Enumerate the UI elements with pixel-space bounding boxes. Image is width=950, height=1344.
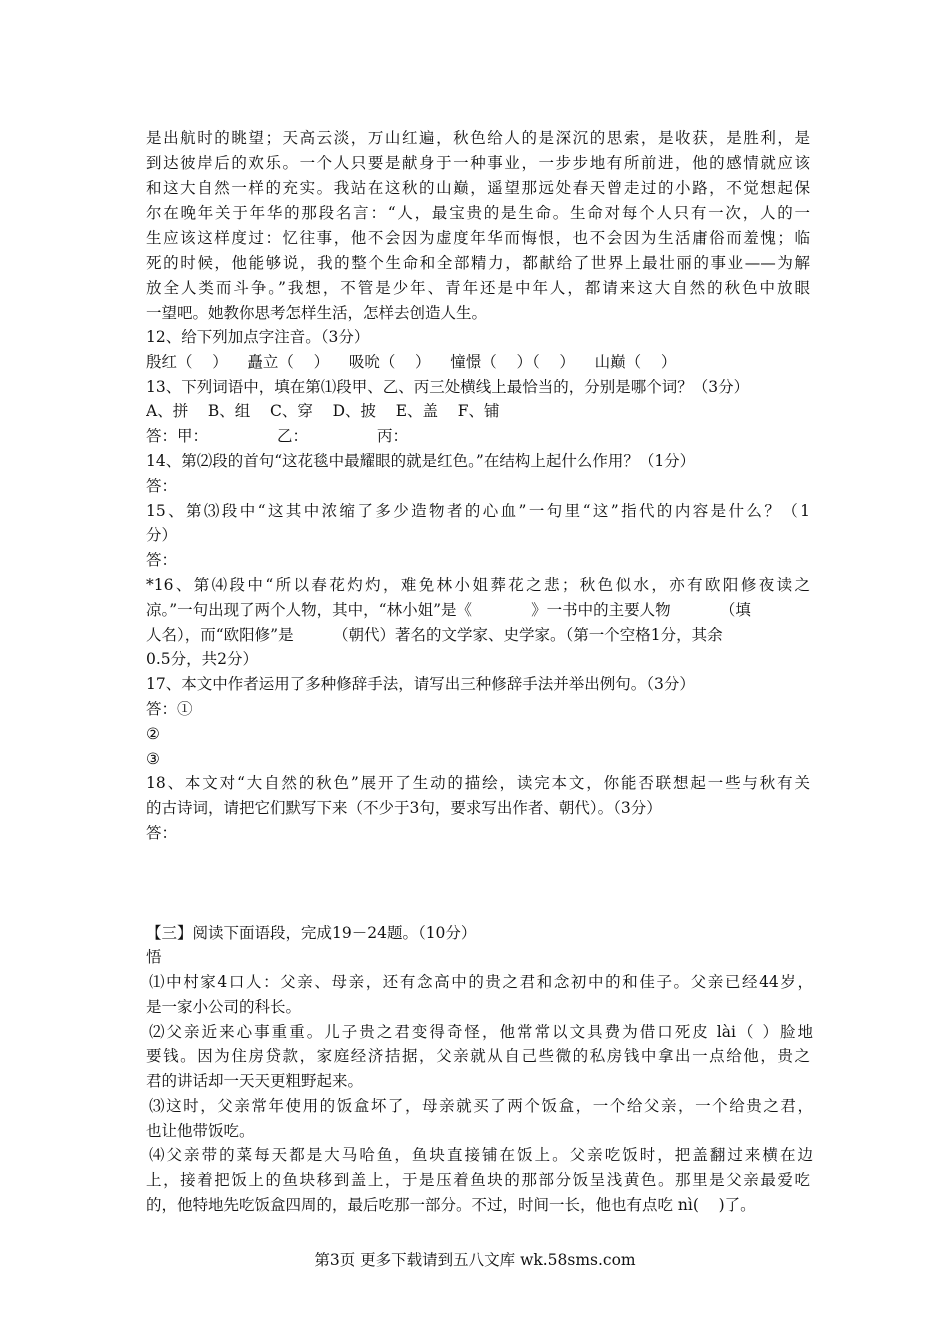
passage-line: 是出航时的眺望；天高云淡，万山红遍，秋色给人的是深沉的思索，是收获，是胜利，是 (146, 129, 810, 147)
section-3-paragraph-1-cont: 是一家小公司的科长。 (146, 998, 302, 1016)
passage-line: 生应该这样度过：忆往事，他不会因为虚度年华而悔恨，也不会因为生活庸俗而羞愧；临 (146, 229, 810, 247)
page-footer: 第3页 更多下载请到五八文库 wk.58sms.com (314, 1251, 636, 1269)
question-12-title: 12、给下列加点字注音。（3分） (146, 328, 370, 346)
question-14-answer: 答： (146, 477, 178, 495)
question-16-line: *16、第⑷段中“所以春花灼灼，难免林小姐葬花之悲；秋色似水，亦有欧阳修夜读之 (146, 576, 810, 594)
question-15-title: 15、第⑶段中“这其中浓缩了多少造物者的心血”一句里“这”指代的内容是什么？（1 (146, 502, 810, 520)
passage-line: 和这大自然一样的充实。我站在这秋的山巅，遥望那远处春天曾走过的小路，不觉想起保 (146, 179, 810, 197)
section-3-heading: 【三】阅读下面语段，完成19－24题。（10分） (146, 924, 477, 942)
section-3-paragraph-1: ⑴中村家4口人：父亲、母亲，还有念高中的贵之君和念初中的和佳子。父亲已经44岁， (149, 973, 813, 991)
question-17-answer-3: ③ (146, 750, 160, 768)
question-15-title-cont: 分） (146, 526, 178, 544)
passage-line: 死的时候，他能够说，我的整个生命和全部精力，都献给了世界上最壮丽的事业——为解 (146, 254, 810, 272)
question-17-answer-2: ② (146, 725, 160, 743)
section-3-paragraph-4-cont: 的，他特地先吃饭盒四周的，最后吃那一部分。不过，时间一长，他也有点吃 nì( )了。 (146, 1196, 756, 1214)
section-3-paragraph-4-cont: 上，接着把饭上的鱼块移到盖上，于是压着鱼块的那部分饭呈浅黄色。那里是父亲最爱吃 (146, 1171, 810, 1189)
section-3-paragraph-2-cont: 要钱。因为住房贷款，家庭经济拮据，父亲就从自己些微的私房钱中拿出一点给他，贵之 (146, 1047, 810, 1065)
section-3-paragraph-3: ⑶这时，父亲常年使用的饭盒坏了，母亲就买了两个饭盒，一个给父亲，一个给贵之君， (149, 1097, 813, 1115)
question-16-line: 0.5分，共2分） (146, 650, 259, 668)
passage-line: 放全人类而斗争。”我想，不管是少年、青年还是中年人，都请来这大自然的秋色中放眼 (146, 279, 810, 297)
question-17-answer-1: 答：① (146, 700, 193, 718)
question-13-answer: 答：甲： 乙： 丙： (146, 427, 408, 445)
question-12-items: 殷红（ ） 矗立（ ） 吸吮（ ） 憧憬（ ）（ ） 山巅（ ） (146, 353, 677, 371)
question-17-title: 17、本文中作者运用了多种修辞手法，请写出三种修辞手法并举出例句。（3分） (146, 675, 695, 693)
section-3-paragraph-4: ⑷父亲带的菜每天都是大马哈鱼，鱼块直接铺在饭上。父亲吃饭时，把盖翻过来横在边 (149, 1146, 813, 1164)
question-16-line: 人名），而“欧阳修”是 （朝代）著名的文学家、史学家。（第一个空格1分，其余 (146, 626, 723, 644)
passage-line: 一望吧。她教你思考怎样生活，怎样去创造人生。 (146, 304, 488, 322)
section-3-paragraph-2-cont: 君的讲话却一天天更粗野起来。 (146, 1072, 364, 1090)
question-16-line: 凉。”一句出现了两个人物，其中，“林小姐”是《 》一书中的主要人物 （填 (146, 601, 751, 619)
question-13-options: A、拼 B、组 C、穿 D、披 E、盖 F、铺 (146, 402, 500, 420)
question-13-title: 13、下列词语中，填在第⑴段甲、乙、丙三处横线上最恰当的，分别是哪个词？（3分） (146, 378, 750, 396)
question-18-title-cont: 的古诗词，请把它们默写下来（不少于3句，要求写出作者、朝代）。（3分） (146, 799, 662, 817)
passage-line: 到达彼岸后的欢乐。一个人只要是献身于一种事业，一步步地有所前进，他的感情就应该 (146, 154, 810, 172)
question-15-answer: 答： (146, 551, 178, 569)
passage-line: 尔在晚年关于年华的那段名言：“人，最宝贵的是生命。生命对每个人只有一次，人的一 (146, 204, 810, 222)
question-18-title: 18、本文对“大自然的秋色”展开了生动的描绘，读完本文，你能否联想起一些与秋有关 (146, 774, 810, 792)
section-3-paragraph-2: ⑵父亲近来心事重重。儿子贵之君变得奇怪，他常常以文具费为借口死皮 lài（ ）脸地 (149, 1023, 813, 1041)
section-3-title: 悟 (146, 948, 162, 966)
question-18-answer: 答： (146, 824, 178, 842)
section-3-paragraph-3-cont: 也让他带饭吃。 (146, 1122, 255, 1140)
question-14-title: 14、第⑵段的首句“这花毯中最耀眼的就是红色。”在结构上起什么作用？（1分） (146, 452, 696, 470)
